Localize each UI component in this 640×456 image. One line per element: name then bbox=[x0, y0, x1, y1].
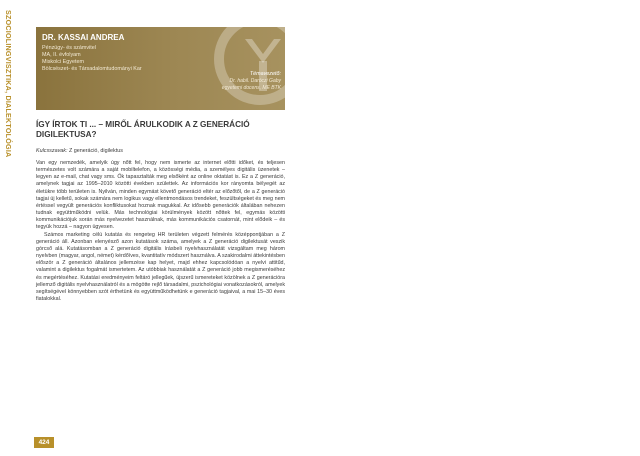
section-label: SZOCIOLINGVISZTIKA, DIALEKTOLÓGIA bbox=[4, 10, 13, 158]
mentor-title: egyetemi docens, ME BTK bbox=[221, 85, 281, 91]
mentor-label: Témavezető: bbox=[249, 71, 281, 77]
mentor-name: Dr. habil. Daróczi Gaby bbox=[229, 78, 281, 84]
article-body bbox=[36, 160, 285, 303]
side-strip bbox=[0, 0, 14, 456]
keywords bbox=[36, 148, 123, 154]
affiliation-line: Pénzügy- és számvitel bbox=[42, 45, 96, 51]
affiliation-line: Bölcsészet- és Társadalomtudományi Kar bbox=[42, 66, 142, 72]
page-number: 424 bbox=[34, 437, 54, 448]
keywords-value: Z generáció, digilektus bbox=[68, 148, 123, 154]
article-title: ÍGY ÍRTOK TI ... – MIRŐL ÁRULKODIK A Z GENERÁCIÓ DIGILEKTUSA? bbox=[36, 120, 250, 139]
body-paragraph: Van egy nemzedék, amelyik úgy nőtt fel, hogy nem ismerte az internet előtti időket, és teljesen természetes volt számára a saját mobiltelefon, a közösségi média, a személyes digitális üzenetek – legyen az e-mail, chat vagy sms. Ők tapasztalták meg elsőként az online oktatást is. Ez a Z generáció, amelynek tagjai az 1995–2010 közötti években születtek. Az információs kor rányomta bélyegét az életükre több területen is. Nyilván, minden egymást követő generáció eltér az előzőtől, de a Z generáció tagjai új kelletű, sokak számára nem logikus vagy ellentmondásos trendeket, feszültségeket és meg nem értéssel vegyült generációs konfliktusokat hoznak magukkal. Az idősebb generációk általában nehezen tudnak együttműködni velük. Más technológiai körülmények között nőttek fel, egymás közötti kommunikációjuk során más nyelvezetet használnak, más kommunikációs csatornát, mint elődeik – és tegyük hozzá – nagyon ügyesen. bbox=[36, 160, 285, 231]
body-paragraph: Számos marketing célú kutatás és rengeteg HR területen végzett felmérés középpontjában a Z generáció áll. Azonban elenyésző azon kutatások száma, amelyek a Z generáció digilektusát veszik górcső alá. Kutatásomban a Z generáció digitális írásbeli nyelvhasználatát vizsgáltam meg három nyelvben (magyar, angol, német) kérdőíves, kvantitatív módszert használva. A szakirodalmi áttekintésben először a Z generáció általános jellemzése kap helyet, majd ehhez kapcsolódóan a nyelvi attitűd, valamint a digilektus fogalmát ismertetem. Az utóbbiak használatát a Z generáció jobb megismeréséhez és megértéséhez. Kutatási eredményeim feltáró jellegűek, újszerű ismereteket közölnek a Z generációra jellemző digitális nyelvhasználatról és a mögötte rejlő társadalmi, pszichológiai vonatkozásokról, amelyek segítségével könnyebben szót érthetünk és együttműködhetünk e generáció tagjaival, a mai 15–30 éves fiatalokkal. bbox=[36, 231, 285, 302]
affiliation-line: Miskolci Egyetem bbox=[42, 59, 84, 65]
affiliation-line: MA, II. évfolyam bbox=[42, 52, 81, 58]
keywords-label: Kulcsszavak: bbox=[36, 148, 68, 154]
author-name: DR. KASSAI ANDREA bbox=[42, 33, 125, 42]
author-header bbox=[36, 27, 285, 110]
